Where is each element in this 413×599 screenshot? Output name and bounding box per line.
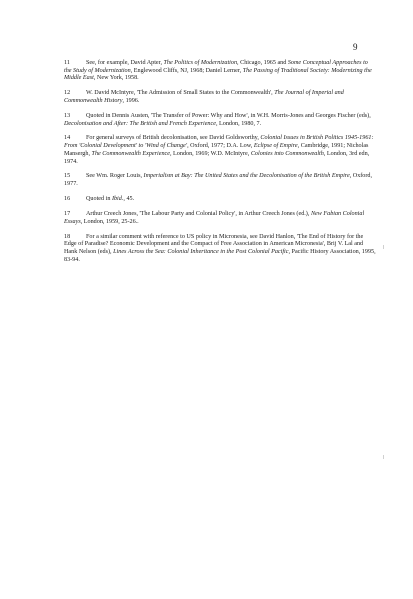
endnotes bbox=[64, 60, 376, 272]
endnote-text: , Cambridge, 1991; Nicholas Mansergh, bbox=[64, 143, 369, 157]
endnote-number: 14 bbox=[64, 135, 71, 142]
endnote bbox=[64, 234, 376, 265]
endnote-text: , 45. bbox=[123, 196, 135, 203]
endnote-text: , New York, 1958. bbox=[93, 75, 139, 82]
endnote-title: Eclipse of Empire bbox=[253, 143, 298, 150]
page-number: 9 bbox=[353, 42, 358, 52]
endnote-title: The Passing of Traditional Society: Modernizing the Middle East bbox=[64, 67, 372, 82]
endnote-text: See, for example, David Apter, bbox=[86, 60, 164, 66]
endnote-number: 16 bbox=[64, 196, 71, 203]
endnote-title: The Politics of Modernization bbox=[163, 60, 238, 66]
endnote-text: For a similar comment with reference to US policy in Micronesia, see David Hanlon, 'The End of History for the Edge of Paradise? Economic Development and the Compact of Free Association in American Micronesia', Brij V. Lal and Hank Nelson (eds), bbox=[64, 233, 364, 255]
endnote-title: The Journal of Imperial and Commonwealth History bbox=[64, 90, 344, 104]
endnote-title: Ibid. bbox=[111, 196, 124, 203]
endnote bbox=[64, 211, 376, 226]
endnote bbox=[64, 90, 376, 105]
endnote-text: , London, 1980, 7. bbox=[215, 120, 262, 127]
endnote-text: , Oxford, 1977. bbox=[64, 173, 373, 188]
endnote-title: Colonial Issues in British Politics 1945-1961: From 'Colonial Development' to 'Wind of Change' bbox=[64, 135, 374, 150]
endnote-number: 12 bbox=[64, 90, 71, 97]
endnote bbox=[64, 173, 376, 188]
scan-mark bbox=[383, 455, 384, 459]
endnote-text: , Oxford, 1977; D.A. Low, bbox=[187, 143, 254, 150]
endnote-text: , 1996. bbox=[122, 98, 140, 104]
endnote-number: 11 bbox=[64, 60, 70, 66]
endnote-text: Quoted in Dennis Austen, 'The Transfer of Power: Why and How', in W.H. Morris-Jones and Georges Fischer (eds), bbox=[86, 112, 371, 119]
endnote-number: 17 bbox=[64, 210, 71, 217]
endnote-text: , Chicago, 1965 and bbox=[237, 60, 288, 66]
endnote-text: , London, 1969; W.D. McIntyre, bbox=[169, 150, 251, 157]
endnote bbox=[64, 60, 376, 83]
endnote-text: , Pacific History Association, 1995, 83-94. bbox=[64, 248, 376, 263]
endnote-text: Quoted in bbox=[86, 196, 112, 203]
endnote-text: See Wm. Roger Louis, bbox=[86, 173, 144, 180]
endnote bbox=[64, 113, 376, 128]
endnote-title: Lines Across the Sea: Colonial Inheritance in the Post Colonial Pacific bbox=[113, 248, 289, 255]
scan-mark bbox=[383, 245, 384, 249]
endnote bbox=[64, 196, 376, 204]
endnote-text: For general surveys of British decolonisation, see David Goldsworthy, bbox=[86, 135, 261, 142]
endnote-text: Arthur Creech Jones, 'The Labour Party and Colonial Policy', in Arthur Creech Jones (ed.), bbox=[86, 210, 311, 217]
endnote-title: New Fabian Colonial Essays bbox=[64, 210, 365, 225]
endnote-text: , London, 3rd edn, 1974. bbox=[64, 150, 370, 165]
endnote-number: 13 bbox=[64, 112, 71, 119]
endnote-title: The Commonwealth Experience bbox=[91, 150, 170, 157]
endnote-number: 15 bbox=[64, 173, 71, 180]
endnote-number: 18 bbox=[64, 233, 71, 240]
endnote-text: , London, 1959, 25-26.. bbox=[80, 218, 139, 225]
endnote-title: Imperialism at Bay: The United States and the Decolonisation of the British Empire bbox=[143, 173, 350, 180]
endnote bbox=[64, 135, 376, 166]
endnote-title: Colonies into Commonwealth bbox=[250, 150, 324, 157]
endnote-title: Decolonisation and After: The British and French Experience bbox=[64, 120, 216, 127]
endnote-text: , Englewood Cliffs, NJ, 1968; Daniel Lerner, bbox=[130, 67, 243, 74]
endnote-title: Some Conceptual Approaches to the Study of Modernization bbox=[64, 60, 368, 74]
endnote-text: W. David McIntyre, 'The Admission of Small States to the Commonwealth', bbox=[86, 90, 275, 97]
